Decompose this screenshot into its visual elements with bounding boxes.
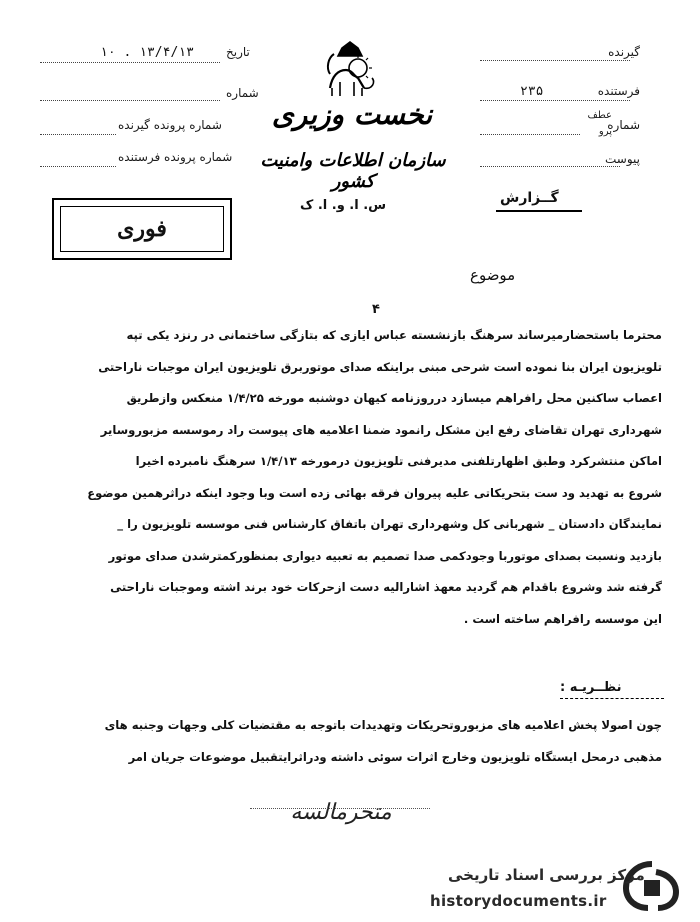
attachment-dots [480,166,620,167]
left-number-dots [40,100,220,101]
body-text [34,320,662,635]
urgent-label: فوری [60,206,224,252]
lion-and-sun-emblem [318,38,382,98]
date-label: تاریخ [226,45,250,59]
opinion-label: نظــریـه : [560,680,622,695]
body-line: این موسسه رافراهم ساخته است . [463,611,662,626]
sender-dots [480,100,630,101]
handwritten-underline [250,808,430,809]
body-line: شروع به تهدید ود ست بتحریکاتی علیه پیروان فرقه بهائی زده است وبا وجود اینکه دراثرهمین موضوع [87,485,662,500]
number-label: شماره [607,118,640,132]
body-line: گرفته شد وشروع باقدام هم گردید معهذ اشارالیه دست ازحرکات خود برند اشته وموجبات ناراحتی [110,580,662,594]
brand-subtitle: سازمان اطلاعات وامنیت کشور [260,150,446,192]
body-line: تلویزیون ایران بنا نموده است شرحی مبنی براینکه صدای موتوربرق تلویزیون ایران موجبات ناراحتی [98,359,662,374]
date-dots [40,62,220,63]
sender-label: فرستنده [597,84,640,98]
left-number-label: شماره [226,86,259,100]
body-line: محترما باستحضارمیرساند سرهنگ بازنشسته عباس ایازی که بتازگی ساختمانی در رنزد یکی تپه [126,328,662,342]
sender-file-dots [40,166,116,167]
date-value: ۱۳/۴/۱۳ . ۱۰ [100,45,194,60]
opinion-line: مذهبی درمحل ایستگاه تلویزیون وخارج اثرات سوئی داشته ودراثرایتقبیل موضوعات جریان امر [128,749,662,764]
body-line: بازدید ونسبت بصدای موتوربا وجودکمی صدا تصمیم به تعبیه دیواری بمنظورکمترشدن صدای موتور [108,548,662,563]
number-dots [480,134,580,135]
body-line: نمایندگان دادستان _ شهربانی کل وشهرداری تهران باتفاق کارشناس فنی موسسه تلویزیون را _ [117,517,662,531]
subject-label: موضوع [470,266,516,284]
body-line: اماکن منتشرکرد وطبق اظهارتلفنی مدیرفنی تلویزیون درمورخه ۱/۴/۱۳ سرهنگ نامبرده اخیرا [135,454,662,468]
urgent-stamp [52,198,232,260]
watermark-url: historydocuments.ir [430,892,607,910]
opinion-line: چون اصولا پخش اعلامیه های مزبوروتحریکات وتهدیدات باتوجه به مقتضیات کلی وجهات وجنبه های [104,718,662,732]
watermark-title: مرکز بررسی اسناد تاریخی [448,866,645,884]
sender-number: ۲۳۵ [520,84,544,99]
brand-title: نخست وزیری [271,98,433,131]
report-underline [496,210,582,212]
brand-code: س. ا. و. ا. ک [300,198,387,213]
recipient-file-dots [40,134,116,135]
opinion-underline [560,698,664,699]
annotation-mark: ۴ [372,302,380,317]
report-label: گــزارش [500,190,559,206]
file-label: پرو [598,126,612,137]
attachment-label: پیوست [605,152,640,166]
sender-file-label: شماره پرونده فرستنده [118,150,233,164]
opinion-text [34,710,662,773]
recipient-file-label: شماره پرونده گیرنده [118,118,222,132]
handwritten-note: متحرمالسه [290,799,392,825]
body-line: اعصاب ساکنین محل رافراهم میسازد درروزنامه کیهان دوشنبه مورخه ۱/۴/۲۵ منعکس وازطریق [126,391,662,405]
recipient-dots [480,60,630,61]
body-line: شهرداری تهران تقاضای رفع این مشکل رانمود ضمنا اعلامیه های پیوست راد رموسسه مزبوروسایر [100,422,662,437]
recipient-label: گیرنده [608,45,640,59]
ref-label: عطف [587,110,612,121]
